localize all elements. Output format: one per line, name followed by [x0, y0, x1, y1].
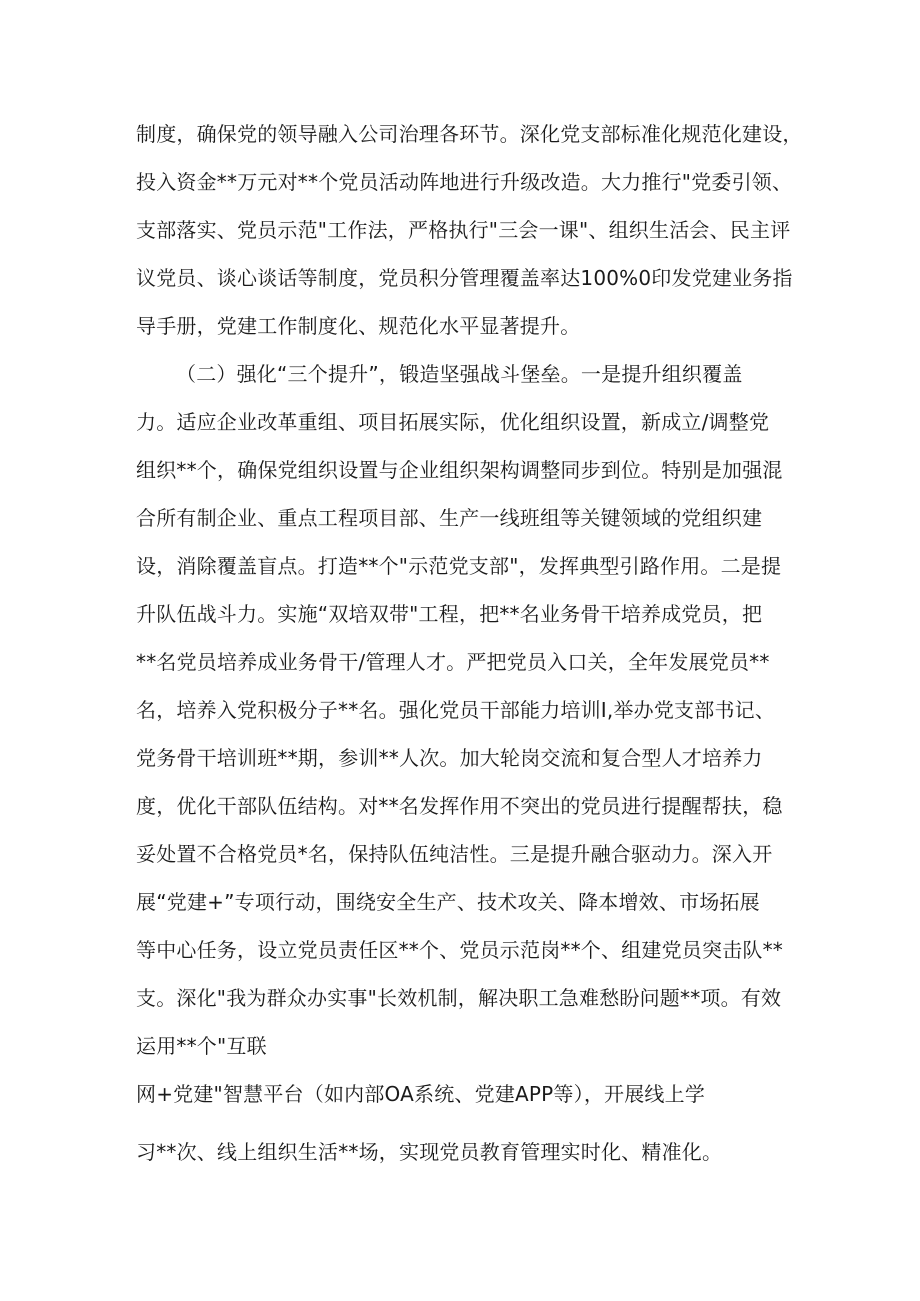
text-line: 习**次、线上组织生活**场，实现党员教育管理实时化、精准化。 [136, 1140, 723, 1164]
text-line: 支部落实、党员示范"工作法，严格执行"三会一课"、组织生活会、民主评 [136, 218, 791, 242]
text-line: 组织**个，确保党组织设置与企业组织架构调整同步到位。特别是加强混 [136, 458, 783, 482]
text-line: 导手册，党建工作制度化、规范化水平显著提升。 [136, 314, 581, 338]
text-line: 支。深化"我为群众办实事"长效机制，解决职工急难愁盼问题**项。有效 [136, 986, 782, 1010]
text-line: 设，消除覆盖盲点。打造**个"示范党支部"，发挥典型引路作用。二是提 [136, 554, 782, 578]
text-line: 升队伍战斗力。实施“双培双带"工程，把**名业务骨干培养成党员，把 [136, 602, 763, 626]
text-line: 名，培养入党积极分子**名。强化党员干部能力培训I,举办党支部书记、 [136, 698, 776, 722]
text-line: **名党员培养成业务骨干/管理人才。严把党员入口关，全年发展党员** [136, 650, 770, 674]
text-line: 合所有制企业、重点工程项目部、生产一线班组等关键领域的党组织建 [136, 506, 763, 530]
text-line: 党务骨干培训班**期，参训**人次。加大轮岗交流和复合型人才培养力 [136, 746, 763, 770]
text-line: 网+党建"智慧平台（如内部OA系统、党建APP等），开展线上学 [136, 1082, 706, 1106]
text-line: 投入资金**万元对**个党员活动阵地进行升级改造。大力推行"党委引领、 [136, 170, 793, 194]
text-line: 度，优化干部队伍结构。对**名发挥作用不突出的党员进行提醒帮扶，稳 [136, 794, 783, 818]
text-line: 妥处置不合格党员*名，保持队伍纯洁性。三是提升融合驱动力。深入开 [136, 842, 773, 866]
text-line: 运用**个"互联 [136, 1034, 267, 1058]
text-line: 制度，确保党的领导融入公司治理各环节。深化党支部标准化规范化建设， [136, 122, 803, 146]
text-line: （二）强化“三个提升”，锻造坚强战斗堡垒。一是提升组织覆盖 [176, 362, 743, 386]
text-line: 等中心任务，设立党员责任区**个、党员示范岗**个、组建党员突击队** [136, 938, 783, 962]
text-line: 力。适应企业改革重组、项目拓展实际，优化组织设置，新成立/调整党 [136, 410, 770, 434]
text-line: 展“党建+”专项行动，围绕安全生产、技术攻关、降本增效、市场拓展 [136, 890, 760, 914]
text-line: 议党员、谈心谈话等制度，党员积分管理覆盖率达100%0印发党建业务指 [136, 266, 793, 290]
